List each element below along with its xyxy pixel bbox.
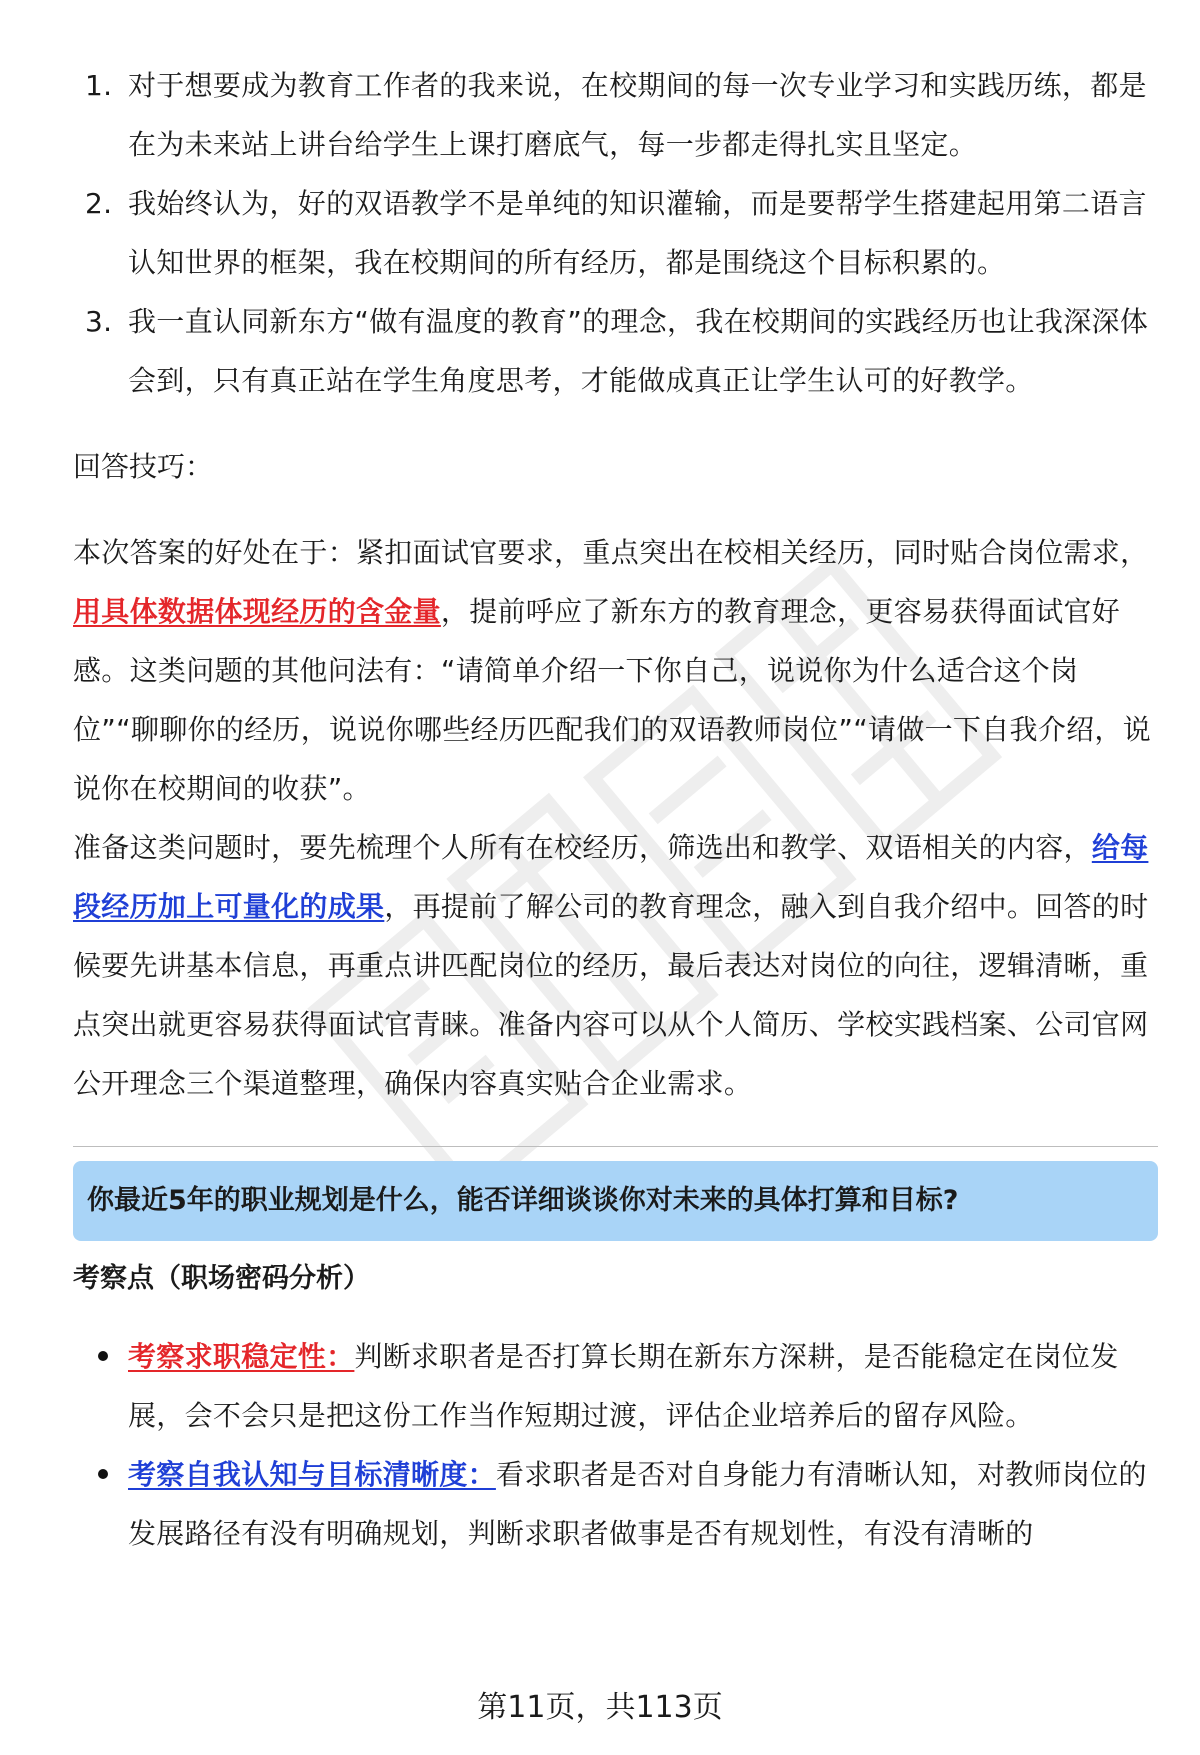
bullet-dot-icon — [98, 1469, 108, 1479]
list-number: 3. — [85, 305, 113, 338]
tips-heading: 回答技巧： — [73, 450, 214, 483]
bullet-dot-icon — [98, 1351, 108, 1361]
text-span: ，提前呼应了新东方的教育理念，更容易获得面试官好感。这类问题的其他问法有：“请简单介绍一下你自己，说说你为什么适合这个岗位”“聊聊你的经历，说说你哪些经历匹配我们的双语教师岗位”“请做一下自我介绍，说说你在校期间的收获”。 — [73, 595, 1152, 805]
list-item-text: 我始终认为，好的双语教学不是单纯的知识灌输，而是要帮学生搭建起用第二语言认知世界的框架，我在校期间的所有经历，都是围绕这个目标积累的。 — [128, 187, 1147, 279]
question-box: 你最近5年的职业规划是什么，能否详细谈谈你对未来的具体打算和目标? — [73, 1161, 1158, 1241]
list-item — [73, 56, 1158, 174]
list-item-text: 我一直认同新东方“做有温度的教育”的理念，我在校期间的实践经历也让我深深体会到，只有真正站在学生角度思考，才能做成真正让学生认可的好教学。 — [128, 305, 1149, 397]
text-span: 准备这类问题时，要先梳理个人所有在校经历，筛选出和教学、双语相关的内容， — [73, 831, 1092, 864]
bullet-label: 考察自我认知与目标清晰度： — [128, 1458, 496, 1491]
text-span: ，再提前了解公司的教育理念，融入到自我介绍中。回答的时候要先讲基本信息，再重点讲匹配岗位的经历，最后表达对岗位的向往，逻辑清晰，重点突出就更容易获得面试官青睐。准备内容可以从个人简历、学校实践档案、公司官网公开理念三个渠道整理，确保内容真实贴合企业需求。 — [73, 890, 1149, 1100]
tips-paragraph-2 — [73, 818, 1158, 1113]
highlight-blue: 给每段经历加上可量化的成果 — [73, 831, 1149, 923]
bullet-item — [73, 1327, 1158, 1445]
bullet-text: 看求职者是否对自身能力有清晰认知，对教师岗位的发展路径有没有明确规划，判断求职者做事是否有规划性，有没有清晰的 — [128, 1458, 1147, 1550]
highlight-red: 用具体数据体现经历的含金量 — [73, 595, 441, 628]
list-item — [73, 174, 1158, 292]
bullet-label: 考察求职稳定性： — [128, 1340, 355, 1373]
bullet-text: 判断求职者是否打算长期在新东方深耕，是否能稳定在岗位发展，会不会只是把这份工作当作短期过渡，评估企业培养后的留存风险。 — [128, 1340, 1119, 1432]
answer-list — [73, 56, 1158, 410]
list-item-text: 对于想要成为教育工作者的我来说，在校期间的每一次专业学习和实践历练，都是在为未来站上讲台给学生上课打磨底气，每一步都走得扎实且坚定。 — [128, 69, 1147, 161]
page-content — [73, 56, 1158, 1563]
bullet-item — [73, 1445, 1158, 1563]
tips-paragraph-1 — [73, 523, 1158, 818]
section-divider — [73, 1146, 1158, 1147]
list-number: 1. — [85, 69, 113, 102]
analysis-list — [73, 1327, 1158, 1563]
page-footer: 第11页，共113页 — [477, 1690, 723, 1725]
text-span: 本次答案的好处在于：紧扣面试官要求，重点突出在校相关经历，同时贴合岗位需求， — [73, 536, 1149, 569]
list-number: 2. — [85, 187, 113, 220]
analysis-heading: 考察点（职场密码分析） — [73, 1263, 370, 1294]
list-item — [73, 292, 1158, 410]
